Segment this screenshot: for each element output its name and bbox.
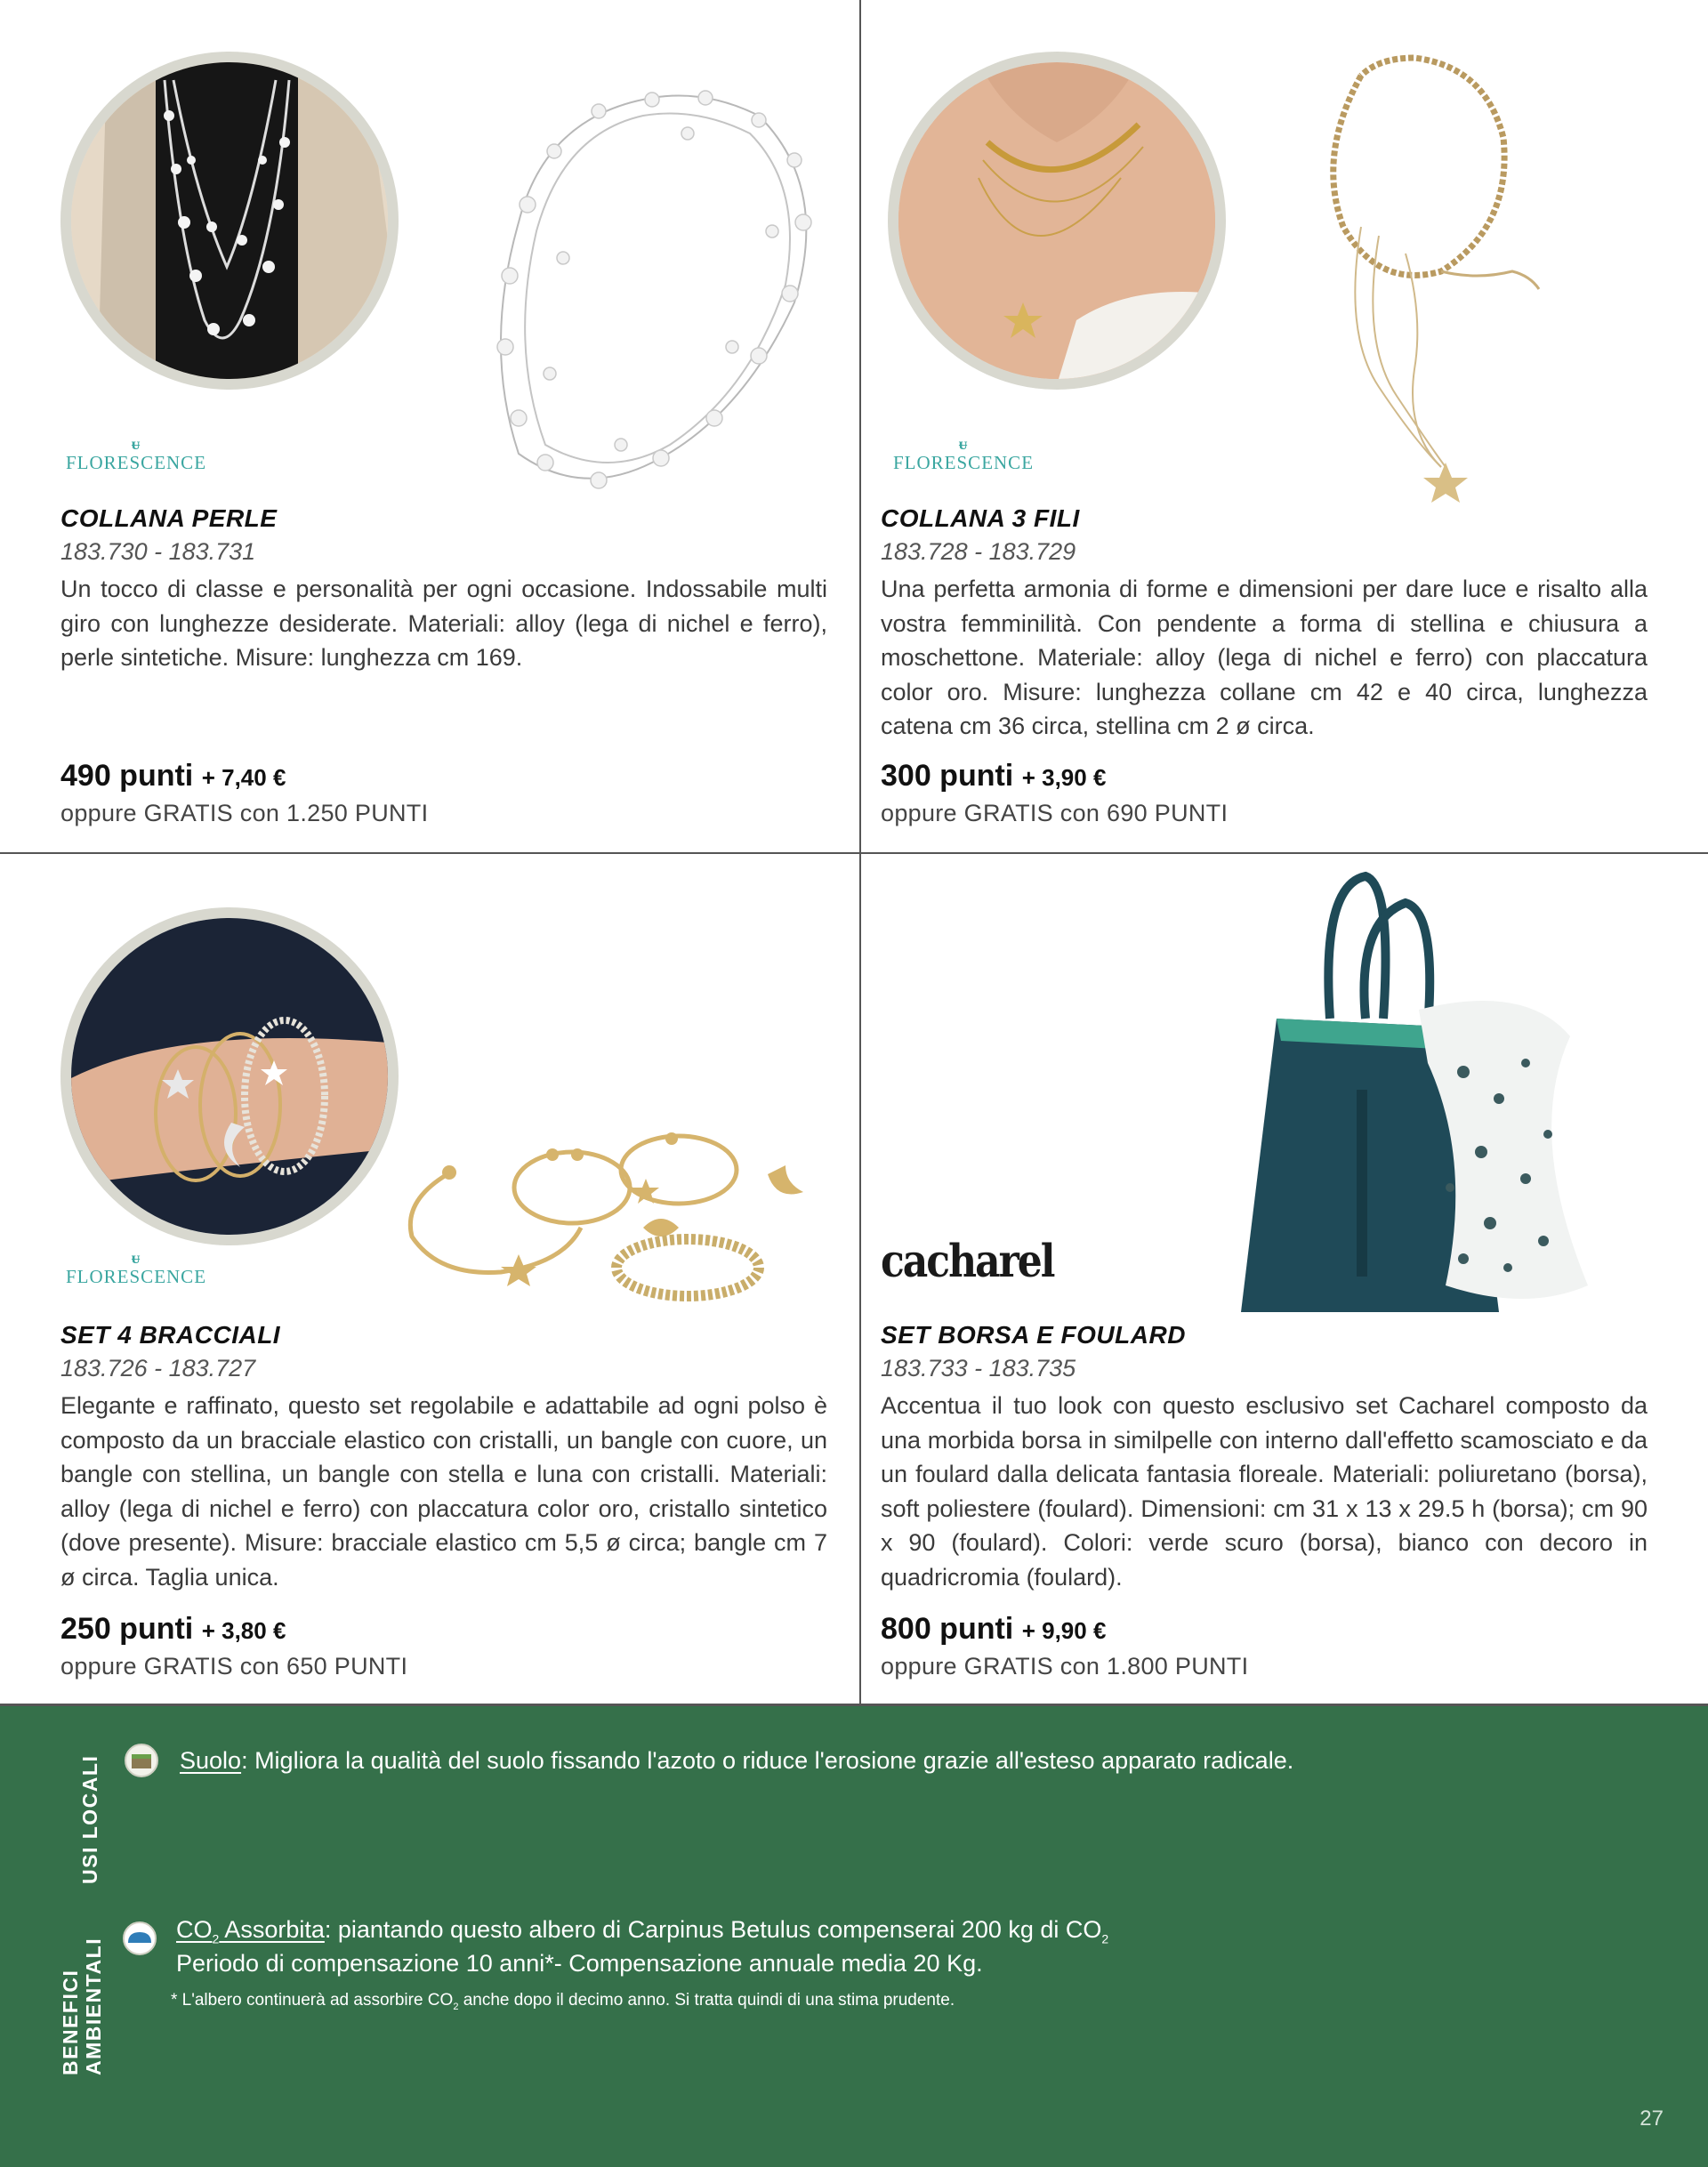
page-number: 27 xyxy=(1640,2107,1664,2131)
product-title: SET 4 BRACCIALI xyxy=(60,1321,281,1349)
bracelets-set-image xyxy=(394,1121,848,1317)
co2-footnote: * L'albero continuerà ad assorbire $CO_2$ anche dopo il decimo anno. Si tratta quindi di una stima prudente. xyxy=(171,1991,955,2012)
product-card-set-borsa-foulard xyxy=(881,854,1648,1704)
bag-and-scarf-image xyxy=(1232,867,1623,1330)
florescence-mark-icon: ᵾ xyxy=(131,435,141,453)
product-price xyxy=(60,1612,286,1647)
soil-text: Suolo: Migliora la qualità del suolo fissando l'azoto o riduce l'erosione grazie all'esteso apparato radicale. xyxy=(180,1747,1294,1774)
price-extra: + 7,40 € xyxy=(201,764,286,791)
product-price xyxy=(881,1612,1106,1647)
price-points: 490 punti xyxy=(60,759,194,793)
gold-necklace-worn-image xyxy=(898,62,1215,379)
gold-necklace-image xyxy=(1308,49,1575,538)
product-title: COLLANA PERLE xyxy=(60,504,278,532)
co2-cloud-icon xyxy=(123,1921,157,1955)
price-points: 250 punti xyxy=(60,1612,194,1646)
product-code: 183.726 - 183.727 xyxy=(60,1355,256,1382)
product-card-collana-perle xyxy=(60,0,827,852)
product-description: Accentua il tuo look con questo esclusivo set Cacharel composto da una morbida borsa in similpelle con interno dall'effetto scamosciato e da un foulard dalla delicata fantasia floreale. Materiali: poliuretano (borsa), soft poliestere (foulard). Dimensioni: cm 31 x 13 x 29.5 h (borsa); cm 90 x 90 (foulard). Colori: verde scuro (borsa), bianco con decoro in quadricromia (foulard). xyxy=(881,1392,1648,1591)
label-usi-locali: USI LOCALI xyxy=(78,1754,101,1884)
brand-logo-florescence: ᵾ FLORESCENCE xyxy=(893,435,1035,473)
price-alternative: oppure GRATIS con 1.250 PUNTI xyxy=(60,800,429,826)
price-points: 300 punti xyxy=(881,759,1014,793)
price-alternative: oppure GRATIS con 690 PUNTI xyxy=(881,800,1229,826)
bracelets-worn-image xyxy=(71,918,388,1235)
product-code: 183.728 - 183.729 xyxy=(881,538,1076,565)
product-card-collana-3-fili xyxy=(881,0,1648,852)
co2-period-text: Periodo di compensazione 10 anni*- Compensazione annuale media 20 Kg. xyxy=(176,1950,983,1977)
product-code: 183.730 - 183.731 xyxy=(60,538,256,565)
product-card-set-4-bracciali xyxy=(60,854,827,1704)
soil-icon xyxy=(125,1744,158,1777)
product-photo-worn xyxy=(60,52,399,390)
brand-logo-florescence: ᵾ FLORESCENCE xyxy=(66,435,207,473)
environmental-footer xyxy=(0,1706,1708,2167)
price-points: 800 punti xyxy=(881,1612,1014,1646)
product-description: Una perfetta armonia di forme e dimensioni per dare luce e risalto alla vostra femminilità. Con pendente a forma di stellina e chiusura a moschettone. Materiale: alloy (lega di nichel e ferro) con placcatura color oro. Misure: lunghezza collane cm 42 e 40 circa, lunghezza catena cm 36 circa, stellina cm 2 ø circa. xyxy=(881,576,1648,739)
price-extra: + 3,90 € xyxy=(1021,764,1107,791)
product-price xyxy=(881,759,1106,793)
co2-text: $CO_2$ Assorbita: piantando questo albero di Carpinus Betulus compenserai 200 kg di $CO_2$ xyxy=(176,1916,1109,1946)
brand-logo-florescence: ᵾ FLORESCENCE xyxy=(66,1249,207,1287)
product-photo-worn xyxy=(888,52,1226,390)
price-alternative: oppure GRATIS con 1.800 PUNTI xyxy=(881,1653,1249,1680)
pearl-necklace-worn-image xyxy=(71,62,388,379)
pearl-necklace-image xyxy=(465,80,848,498)
product-photo-worn xyxy=(60,907,399,1245)
product-title: SET BORSA E FOULARD xyxy=(881,1321,1186,1349)
co2-label: $CO_2$ Assorbita xyxy=(176,1916,325,1946)
florescence-mark-icon: ᵾ xyxy=(131,1249,141,1267)
florescence-mark-icon: ᵾ xyxy=(958,435,969,453)
product-code: 183.733 - 183.735 xyxy=(881,1355,1076,1382)
soil-label: Suolo xyxy=(180,1747,242,1774)
price-alternative: oppure GRATIS con 650 PUNTI xyxy=(60,1653,408,1680)
product-description: Elegante e raffinato, questo set regolabile e adattabile ad ogni polso è composto da un bracciale elastico con cristalli, un bangle con cuore, un bangle con stellina, un bangle con stella e luna con cristalli. Materiali: alloy (lega di nichel e ferro) con placcatura color oro, cristallo sintetico (dove presente). Misure: bracciale elastico cm 5,5 ø circa; bangle cm 7 ø circa. Taglia unica. xyxy=(60,1392,827,1591)
price-extra: + 9,90 € xyxy=(1021,1617,1107,1644)
product-price xyxy=(60,759,286,793)
label-benefici-ambientali: BENEFICI AMBIENTALI xyxy=(59,1937,105,2075)
product-title: COLLANA 3 FILI xyxy=(881,504,1080,532)
price-extra: + 3,80 € xyxy=(201,1617,286,1644)
product-description: Un tocco di classe e personalità per ogni occasione. Indossabile multi giro con lunghezze desiderate. Materiali: alloy (lega di nichel e ferro), perle sintetiche. Misure: lunghezza cm 169. xyxy=(60,576,827,671)
brand-logo-cacharel: cacharel xyxy=(881,1236,1054,1288)
